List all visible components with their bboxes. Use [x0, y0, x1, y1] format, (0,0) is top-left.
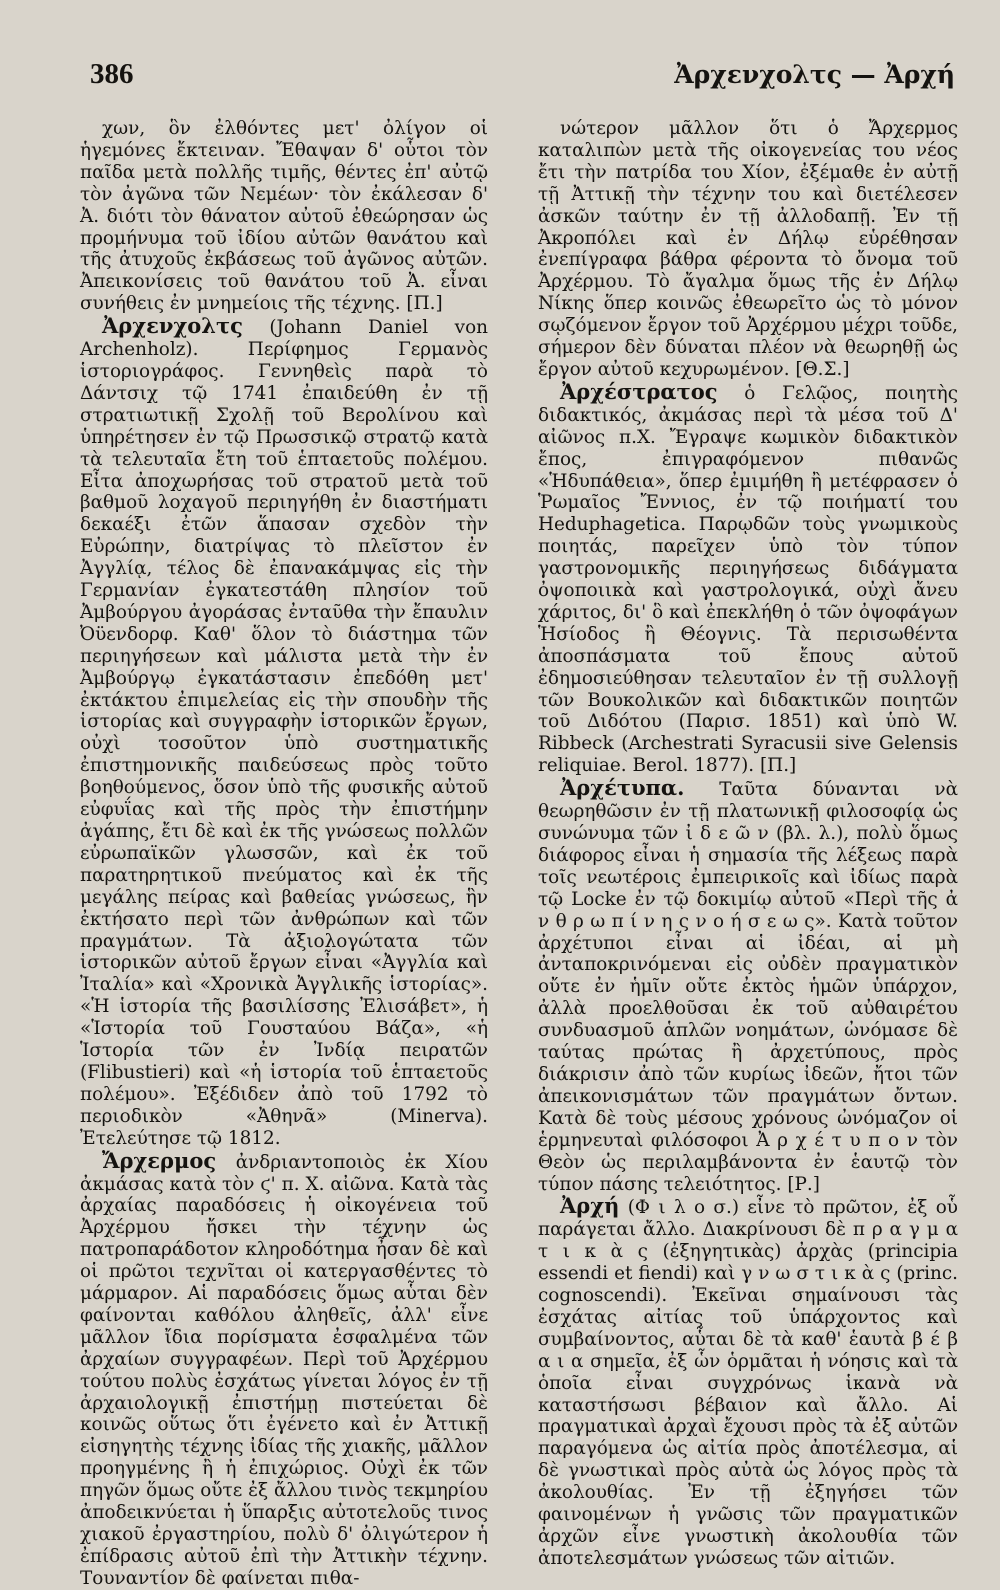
entry-archermos: [80, 1147, 488, 1590]
entry-text: (Φ ι λ ο σ.) εἶνε τὸ πρῶτον, ἐξ οὗ παράγεται ἄλλο. Διακρίνουσι δὲ π ρ α γ μ α τ ι κ ὰ ς (ἐξηγητικὰς) ἀρχὰς (principia essendi et fiendi) καὶ γ ν ω σ τ ι κ ὰ ς (princ. cognoscendi). Ἐκεῖναι σημαίνουσι τὰς ἐσχάτας αἰτίας τοῦ ὑπάρχοντος καὶ συμβαίνοντος, αὗται δὲ τὰ καθ' ἑαυτὰ β έ β α ι α σημεῖα, ἐξ ὧν ὁρμᾶται ἡ νόησις καὶ τὰ ὁποῖα εἶναι συγχρόνως ἱκανὰ νὰ καταστήσωσι βέβαιον καὶ ἄλλο. Αἱ πραγματικαὶ ἀρχαὶ ἔχουσι πρὸς τὰ ἐξ αὐτῶν παραγόμενα ὡς αἰτία πρὸς ἀποτέλεσμα, αἱ δὲ γνωστικαὶ πρὸς αὐτὰ ὡς λόγος πρὸς τὰ ἀκολουθίας. Ἐν τῇ ἐξηγήσει τῶν φαινομένων ἡ γνῶσις τῶν πραγματικῶν ἀρχῶν εἶνε γνωστικὴ ἀκολουθία τῶν ἀποτελεσμάτων γνώσεως τῶν αἰτιῶν.: [538, 1197, 958, 1569]
entry-text: Ταῦτα δύνανται νὰ θεωρηθῶσιν ἐν τῇ πλατωνικῇ φιλοσοφίᾳ ὡς συνώνυμα τῶν ἰ δ ε ῶ ν (βλ. λ.), πολὺ ὅμως διάφορος εἶναι ἡ σημασία τῆς λέξεως παρὰ τοῖς νεωτέροις ἐμπειρικοῖς καὶ ἰδίως παρὰ τῷ Locke ἐν τῷ δοκιμίῳ αὐτοῦ «Περὶ τῆς ἀ ν θ ρ ω π ί ν η ς ν ο ή σ ε ω ς». Κατὰ τοῦτον ἀρχέτυποι εἶναι αἱ ἰδέαι, αἱ μὴ ἀνταποκρινόμεναι εἰς οὐδὲν πραγματικὸν οὔτε ἐν ἡμῖν οὔτε ἐκτὸς ἡμῶν ὑπάρχον, ἀλλὰ προελθοῦσαι ἐκ τοῦ αὐθαιρέτου συνδυασμοῦ ἁπλῶν νοημάτων, ὠνόμασε δὲ ταύτας πρώτας ἢ ἀρχετύπους, πρὸς διάκρισιν ἀπὸ τῶν κυρίως ἰδεῶν, ἤτοι τῶν ἀπεικονισμάτων τῶν πραγμάτων ὄντων. Κατὰ δὲ τοὺς μέσους χρόνους ὠνόμαζον οἱ ἑρμηνευταὶ φιλόσοφοι Ἀ ρ χ έ τ υ π ο ν τὸν Θεὸν ὡς περιλαμβάνοντα ἐν ἑαυτῷ τὸν τύπον πάσης τελειότητος. [Ρ.]: [538, 779, 958, 1195]
entry-headword: Ἀρχέστρατος: [560, 378, 718, 404]
entry-headword: Ἀρχή: [560, 1193, 620, 1219]
page-header: [90, 58, 955, 98]
entry-continuation: [80, 116, 488, 315]
entry-text: ὁ Γελῷος, ποιητὴς διδακτικός, ἀκμάσας περὶ τὰ μέσα τοῦ Δ' αἰῶνος π.Χ. Ἔγραψε κωμικὸν διδακτικὸν ἔπος, ἐπιγραφόμενον πιθανῶς «Ἡδυπάθεια», ὅπερ ἐμιμήθη ἢ μετέφρασεν ὁ Ῥωμαῖος Ἔννιος, ἐν τῷ ποιήματί του Heduphagetica. Παρῳδῶν τοὺς γνωμικοὺς ποιητάς, παρεῖχεν ὑπὸ τὸν τύπον γαστρονομικῆς περιηγήσεως διδάγματα ὀψοποιικὰ καὶ γαστρολογικά, οὐχὶ ἄνευ χάριτος, δι' ὃ καὶ ἐπεκλήθη ὁ τῶν ὀψοφάγων Ἡσίοδος ἢ Θέογνις. Τὰ περισωθέντα ἀποσπάσματα τοῦ ἔπους αὐτοῦ ἐδημοσιεύθησαν τελευταῖον ἐν τῇ συλλογῇ τῶν Βουκολικῶν καὶ διδακτικῶν ποιητῶν τοῦ Διδότου (Παρισ. 1851) καὶ ὑπὸ W. Ribbeck (Archestrati Syracusii sive Gelensis reliquiae. Berol. 1877). [Π.]: [538, 382, 958, 777]
entry-archenholz: [80, 315, 488, 1149]
entry-archestratos: [538, 378, 958, 777]
left-column: [80, 116, 488, 1590]
running-head: Ἀρχενχολτς — Ἀρχή: [674, 60, 955, 89]
entry-headword: Ἀρχέτυπα.: [560, 775, 685, 801]
entry-text: νώτερον μᾶλλον ὅτι ὁ Ἄρχερμος καταλιπὼν μετὰ τῆς οἰκογενείας του νέος ἔτι τὴν πατρίδα του Χίον, ἐξέμαθε ἐν αὐτῇ τῇ Ἀττικῇ τὴν τέχνην του καὶ διετέλεσεν ἀσκῶν ταύτην ἐν τῇ ἀλλοδαπῇ. Ἐν τῇ Ἀκροπόλει καὶ ἐν Δήλῳ εὑρέθησαν ἐνεπίγραφα βάθρα φέροντα τὸ ὄνομα τοῦ Ἀρχέρμου. Τὸ ἄγαλμα ὅμως τῆς ἐν Δήλῳ Νίκης ὅπερ κοινῶς ἐθεωρεῖτο ὡς τὸ μόνον σῳζόμενον ἔργον τοῦ Ἀρχέρμου μέχρι τοῦδε, σήμερον δὲν δύναται πλέον νὰ θεωρηθῇ ὡς ἔργον αὐτοῦ κεχυρωμένον. [Θ.Σ.]: [538, 118, 958, 380]
entry-arche: [538, 1195, 958, 1569]
entry-text: χων, ὃν ἐλθόντες μετ' ὀλίγον οἱ ἡγεμόνες ἔκτειναν. Ἔθαψαν δ' οὗτοι τὸν παῖδα μετὰ πολλῆς τιμῆς, θέντες ἐπ' αὐτῷ τὸν ἀγῶνα τῶν Νεμέων· τὸν ἐκάλεσαν δ' Ἀ. διότι τὸν θάνατον αὐτοῦ ἐθεώρησαν ὡς προμήνυμα τοῦ ἰδίου αὐτῶν θανάτου καὶ τῆς ἀτυχοῦς ἐκβάσεως τοῦ ἀγῶνος αὐτῶν. Ἀπεικονίσεις τοῦ θανάτου τοῦ Ἀ. εἶναι συνήθεις ἐν μνημείοις τῆς τέχνης. [Π.]: [80, 118, 488, 315]
entry-text: ἀνδριαντοποιὸς ἐκ Χίου ἀκμάσας κατὰ τὸν ϛ' π. Χ. αἰῶνα. Κατὰ τὰς ἀρχαίας παραδόσεις ἡ οἰκογένεια τοῦ Ἀρχέρμου ἤσκει τὴν τέχνην ὡς πατροπαράδοτον κληροδότημα ἦσαν δὲ καὶ οἱ πρῶτοι τεχνῖται οἱ κατεργασθέντες τὸ μάρμαρον. Αἱ παραδόσεις ὅμως αὗται δὲν φαίνονται καθόλου ἀληθεῖς, ἀλλ' εἶνε μᾶλλον ἴδια πορίσματα ἐσφαλμένα τῶν ἀρχαίων συγγραφέων. Περὶ τοῦ Ἀρχέρμου τούτου πολὺς ἐσχάτως γίνεται λόγος ἐν τῇ ἀρχαιολογικῇ ἐπιστήμῃ πιστεύεται δὲ κοινῶς οὕτως ὅτι ἐγένετο καὶ ἐν Ἀττικῇ εἰσηγητὴς τέχνης ἰδίας τῆς χιακῆς, μᾶλλον προηγμένης ἢ ἡ ἐπιχώριος. Οὐχὶ ἐκ τῶν πηγῶν ὅμως οὔτε ἐξ ἄλλου τινὸς τεκμηρίου ἀποδεικνύεται ἡ ὕπαρξις αὐτοτελοῦς τινος χιακοῦ ἐργαστηρίου, πολὺ δ' ὀλιγώτερον ἡ ἐπίδρασις αὐτοῦ ἐπὶ τὴν Ἀττικὴν τέχνην. Τουναντίον δὲ φαίνεται πιθα-: [80, 1151, 488, 1589]
entry-continuation: [538, 116, 958, 381]
entry-headword: Ἀρχενχολτς: [102, 313, 243, 339]
right-column: [538, 116, 958, 1570]
entry-headword: Ἄρχερμος: [102, 1147, 217, 1173]
entry-archetypa: [538, 777, 958, 1195]
page-number: 386: [90, 58, 134, 90]
entry-text: (Johann Daniel von Archenholz). Περίφημος Γερμανὸς ἱστοριογράφος. Γεννηθεὶς παρὰ τὸ Δάντσιχ τῷ 1741 ἐπαιδεύθη ἐν τῇ στρατιωτικῇ Σχολῇ τοῦ Βερολίνου καὶ ὑπηρέτησεν ἐν τῷ Πρωσσικῷ στρατῷ κατὰ τὰ τελευταῖα ἔτη τοῦ ἑπταετοῦς πολέμου. Εἶτα ἀποχωρήσας τοῦ στρατοῦ μετὰ τοῦ βαθμοῦ λοχαγοῦ περιηγήθη ἐν διαστήματι δεκαέξι ἐτῶν ἅπασαν σχεδὸν τὴν Εὐρώπην, διατρίψας τὸ πλεῖστον ἐν Ἀγγλίᾳ, τέλος δὲ ἐπανακάμψας εἰς τὴν Γερμανίαν ἐγκατεστάθη πλησίον τοῦ Ἀμβούργου ἀγοράσας ἐνταῦθα τὴν ἔπαυλιν Ὀϋενδορφ. Καθ' ὅλον τὸ διάστημα τῶν περιηγήσεων καὶ μάλιστα μετὰ τὴν ἐν Ἀμβούργῳ ἐγκατάστασιν ἐπεδόθη μετ' ἐκτάκτου ἐπιμελείας εἰς τὴν σπουδὴν τῆς ἱστορίας καὶ συγγραφὴν ἱστορικῶν ἔργων, οὐχὶ τοσοῦτον ὑπὸ συστηματικῆς ἐπιστημονικῆς παιδεύσεως πρὸς τοῦτο βοηθούμενος, ὅσον ὑπὸ τῆς φυσικῆς αὐτοῦ εὐφυΐας καὶ τῆς πρὸς τὴν ἐπιστήμην ἀγάπης, ἔτι δὲ καὶ ἐκ τῆς γνώσεως πολλῶν εὐρωπαϊκῶν γλωσσῶν, καὶ ἐκ τοῦ παρατηρητικοῦ πνεύματος καὶ ἐκ τῆς μεγάλης πείρας καὶ βαθείας γνώσεως, ἣν ἐκτήσατο περὶ τῶν ἀνθρώπων καὶ τῶν πραγμάτων. Τὰ ἀξιολογώτατα τῶν ἱστορικῶν αὐτοῦ ἔργων εἶναι «Ἀγγλία καὶ Ἰταλία» καὶ «Χρονικὰ Ἀγγλικῆς ἱστορίας». «Ἡ ἱστορία τῆς βασιλίσσης Ἐλισάβετ», ἡ «Ἱστορία τοῦ Γουσταύου Βάζα», «ἡ Ἱστορία τῶν ἐν Ἰνδίᾳ πειρατῶν (Flibustieri) καὶ «ἡ ἱστορία τοῦ ἑπταετοῦς πολέμου». Ἐξέδιδεν ἀπὸ τοῦ 1792 τὸ περιοδικὸν «Ἀθηνᾶ» (Minerva). Ἐτελεύτησε τῷ 1812.: [80, 317, 488, 1149]
